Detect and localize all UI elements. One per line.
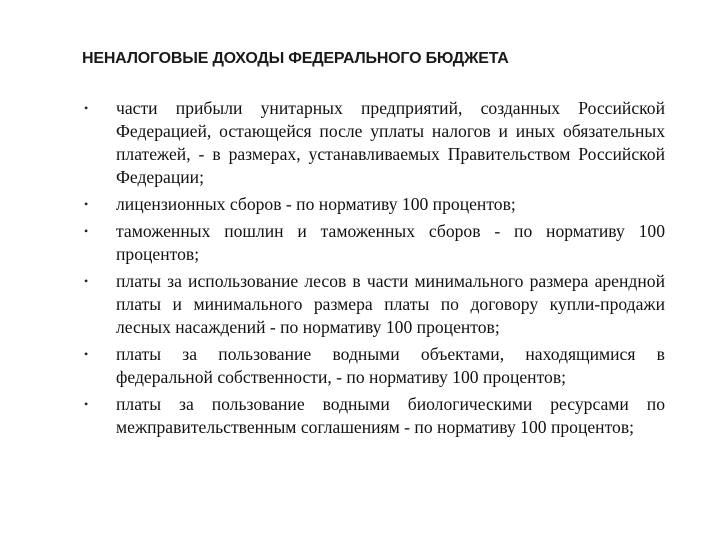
list-item xyxy=(82,220,665,266)
list-item-text: лицензионных сборов - по нормативу 100 процентов; xyxy=(116,194,516,214)
bullet-icon: • xyxy=(84,274,89,288)
bullet-icon: • xyxy=(84,347,89,361)
bullet-icon: • xyxy=(84,197,89,211)
list-item xyxy=(82,97,665,189)
list-item xyxy=(82,343,665,389)
list-item-text: платы за пользование водными биологическими ресурсами по межправительственным соглашениям - по нормативу 100 процентов; xyxy=(116,394,665,437)
list-item xyxy=(82,270,665,339)
bullet-list xyxy=(82,97,665,443)
slide-title: НЕНАЛОГОВЫЕ ДОХОДЫ ФЕДЕРАЛЬНОГО БЮДЖЕТА xyxy=(82,50,509,67)
list-item xyxy=(82,193,665,216)
list-item xyxy=(82,393,665,439)
list-item-text: таможенных пошлин и таможенных сборов - по нормативу 100 процентов; xyxy=(116,221,665,264)
bullet-icon: • xyxy=(84,224,89,238)
list-item-text: части прибыли унитарных предприятий, созданных Российской Федерацией, остающейся после уплаты налогов и иных обязательных платежей, - в размерах, устанавливаемых Правительством Российской Федерации; xyxy=(116,98,665,187)
bullet-icon: • xyxy=(84,101,89,115)
bullet-icon: • xyxy=(84,397,89,411)
list-item-text: платы за использование лесов в части минимального размера арендной платы и минимального размера платы по договору купли-продажи лесных насаждений - по нормативу 100 процентов; xyxy=(116,271,665,337)
list-item-text: платы за пользование водными объектами, находящимися в федеральной собственности, - по нормативу 100 процентов; xyxy=(116,344,665,387)
